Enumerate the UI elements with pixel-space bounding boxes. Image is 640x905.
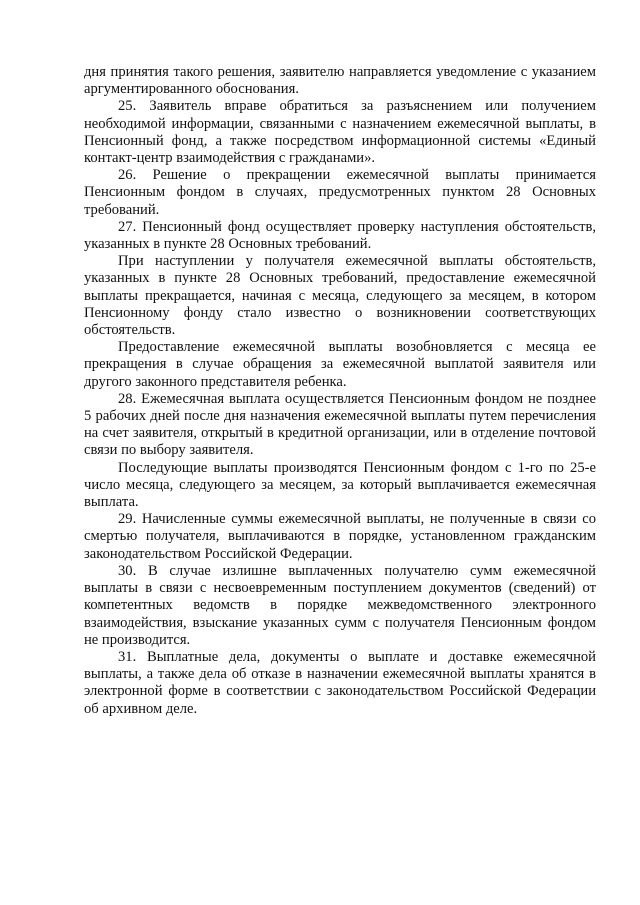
paragraph-item-28-subsequent: Последующие выплаты производятся Пенсионным фондом с 1-го по 25-е число месяца, следующего за месяцем, за который выплачивается ежемесячная выплата. xyxy=(84,459,596,511)
paragraph-item-27-termination: При наступлении у получателя ежемесячной выплаты обстоятельств, указанных в пункте 28 Основных требований, предоставление ежемесячной выплаты прекращается, начиная с месяца, следующего за месяцем, в котором Пенсионному фонду стало известно о возникновении соответствующих обстоятельств. xyxy=(84,253,596,339)
paragraph-item-25: 25. Заявитель вправе обратиться за разъяснением или получением необходимой информации, связанными с назначением ежемесячной выплаты, в Пенсионный фонд, а также посредством информационной системы «Единый контакт-центр взаимодействия с гражданами». xyxy=(84,98,596,167)
paragraph-item-27: 27. Пенсионный фонд осуществляет проверку наступления обстоятельств, указанных в пункте 28 Основных требований. xyxy=(84,218,596,253)
paragraph-item-29: 29. Начисленные суммы ежемесячной выплаты, не полученные в связи со смертью получателя, выплачиваются в порядке, установленном гражданским законодательством Российской Федерации. xyxy=(84,511,596,562)
paragraph-item-26: 26. Решение о прекращении ежемесячной выплаты принимается Пенсионным фондом в случаях, предусмотренных пунктом 28 Основных требований. xyxy=(84,167,596,218)
paragraph-item-31: 31. Выплатные дела, документы о выплате и доставке ежемесячной выплаты, а также дела об отказе в назначении ежемесячной выплаты хранятся в электронной форме в соответствии с законодательством Российской Федерации об архивном деле. xyxy=(84,648,596,717)
paragraph-item-27-resumption: Предоставление ежемесячной выплаты возобновляется с месяца ее прекращения в случае обращения за ежемесячной выплатой заявителя или другого законного представителя ребенка. xyxy=(84,339,596,390)
paragraph-item-28: 28. Ежемесячная выплата осуществляется Пенсионным фондом не позднее 5 рабочих дней после дня назначения ежемесячной выплаты путем перечисления на счет заявителя, открытый в кредитной организации, или в отделение почтовой связи по выбору заявителя. xyxy=(84,390,596,459)
paragraph-item-30: 30. В случае излишне выплаченных получателю сумм ежемесячной выплаты в связи с несвоевременным поступлением документов (сведений) от компетентных ведомств в порядке межведомственного электронного взаимодействия, взыскание указанных сумм с получателя Пенсионным фондом не производится. xyxy=(84,562,596,648)
paragraph-continuation: дня принятия такого решения, заявителю направляется уведомление с указанием аргументированного обоснования. xyxy=(84,64,596,98)
document-page xyxy=(84,64,596,718)
